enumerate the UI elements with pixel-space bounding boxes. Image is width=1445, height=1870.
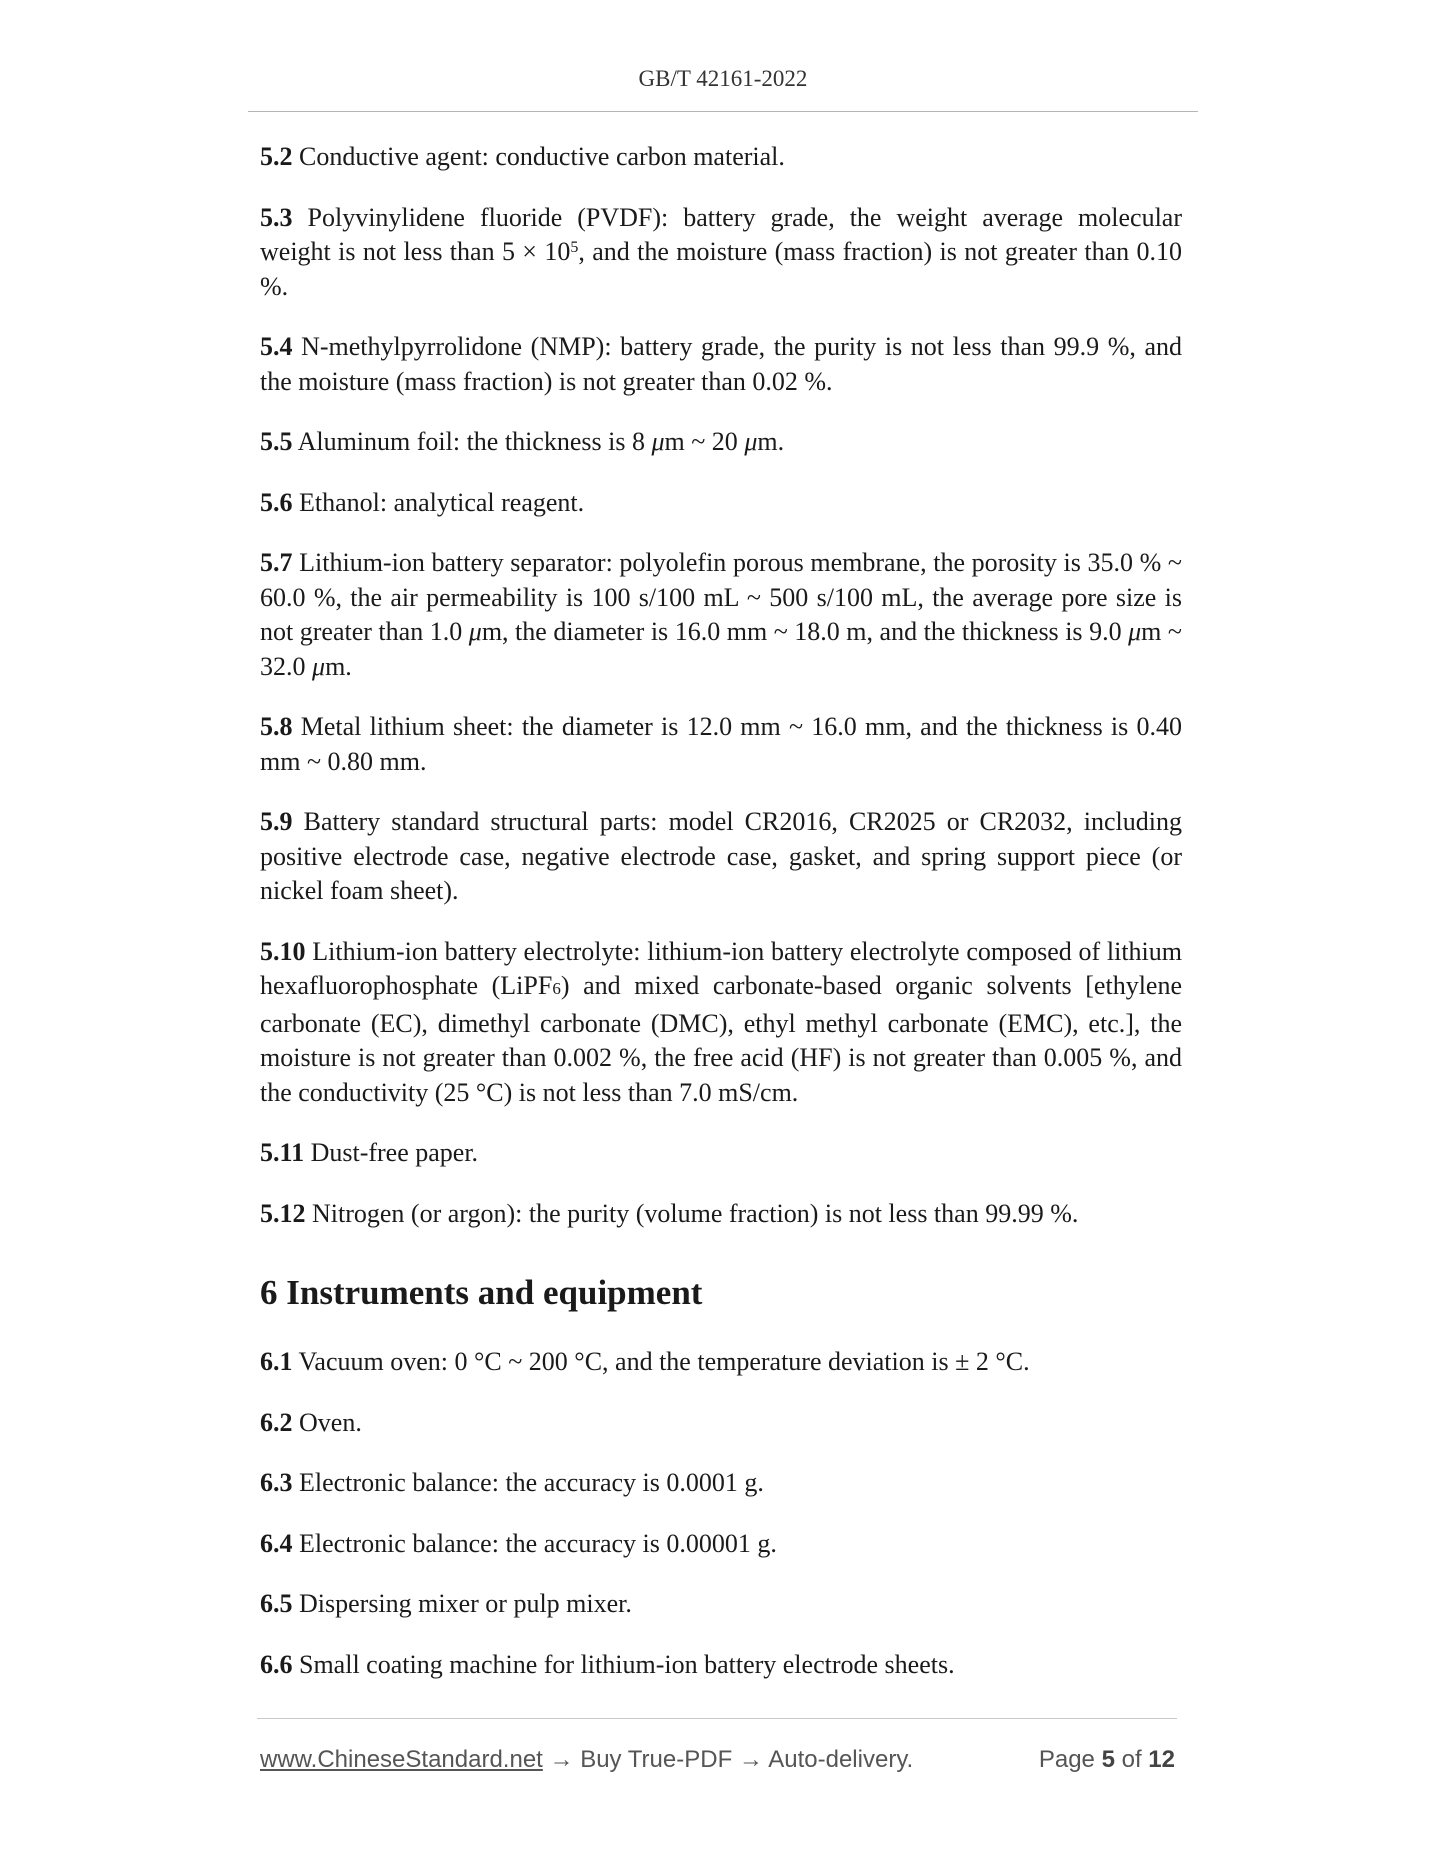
clause-text: Small coating machine for lithium-ion battery electrode sheets. (299, 1649, 955, 1679)
clause-text: Electronic balance: the accuracy is 0.0001 g. (299, 1468, 764, 1497)
clause-text: Oven. (299, 1407, 362, 1437)
clause-text: Conductive agent: conductive carbon material. (299, 142, 785, 171)
clause-number: 5.11 (260, 1138, 305, 1167)
mu-symbol: μ (744, 427, 758, 456)
clause-text: m ~ 20 (664, 427, 745, 456)
clause-5-3 (260, 201, 1182, 305)
page-total: 12 (1148, 1746, 1175, 1773)
clause-text: m, the diameter is 16.0 mm ~ 18.0 m, and the thickness is 9.0 (481, 617, 1129, 646)
clause-text: , and the moisture (mass fraction) is not greater than 0.10 %. (260, 237, 1182, 301)
clause-5-12 (260, 1197, 1182, 1232)
mu-symbol: μ (651, 427, 665, 456)
clause-5-7 (260, 546, 1182, 684)
clause-text: Lithium-ion battery separator: polyolefin porous membrane, the porosity is 35.0 % ~ 60.0 %, the air permeability is 100 s/100 mL ~ 500 s/100 mL, the average pore size is not greater than 1.0 (260, 548, 1183, 646)
clause-text: Dispersing mixer or pulp mixer. (299, 1589, 632, 1618)
clause-text: N-methylpyrrolidone (NMP): battery grade, the purity is not less than 99.9 %, and the moisture (mass fraction) is not greater than 0.02 %. (260, 332, 1182, 396)
clause-text: Aluminum foil: the thickness is 8 (297, 427, 652, 456)
arrow-icon: → (549, 1746, 574, 1773)
exponent: 5 (570, 239, 579, 256)
clause-6-2 (260, 1406, 1182, 1441)
clause-number: 6.5 (260, 1589, 293, 1618)
header-divider (248, 111, 1198, 112)
clause-number: 5.12 (260, 1198, 306, 1228)
page-label: Page (1038, 1746, 1095, 1773)
clause-number: 5.5 (260, 427, 293, 456)
of-label: of (1121, 1746, 1142, 1773)
clause-text: Polyvinylidene fluoride (PVDF): battery grade, the weight average molecular weight is not less than 5 × 10 (260, 202, 1182, 266)
footer-divider (257, 1718, 1177, 1719)
clause-6-6 (260, 1648, 1182, 1683)
clause-number: 6.3 (260, 1468, 293, 1497)
clause-number: 5.3 (260, 202, 293, 232)
mu-symbol: μ (312, 651, 326, 681)
page-footer (260, 1746, 1175, 1774)
clause-number: 6.1 (260, 1347, 293, 1376)
clause-5-4 (260, 330, 1182, 399)
clause-6-3 (260, 1466, 1182, 1501)
arrow-icon: → (738, 1746, 763, 1773)
clause-text: m. (325, 651, 352, 681)
clause-6-1 (260, 1345, 1182, 1380)
clause-5-6 (260, 486, 1182, 521)
clause-number: 5.7 (260, 548, 293, 577)
subscript: 6 (552, 979, 561, 998)
clause-number: 5.6 (260, 487, 293, 517)
clause-text: Nitrogen (or argon): the purity (volume fraction) is not less than 99.99 %. (312, 1198, 1079, 1228)
clause-number: 5.8 (260, 712, 293, 741)
clause-5-5 (260, 425, 1182, 460)
mu-symbol: μ (468, 617, 482, 646)
page-header: GB/T 42161-2022 (638, 66, 808, 91)
clause-number: 5.4 (260, 332, 293, 361)
clause-5-8 (260, 710, 1182, 779)
clause-text: Battery standard structural parts: model CR2016, CR2025 or CR2032, including positive electrode case, negative electrode case, gasket, and spring support piece (or nickel foam sheet). (260, 807, 1183, 905)
section-heading: 6 Instruments and equipment (260, 1273, 703, 1312)
clause-number: 6.6 (260, 1649, 293, 1679)
clause-text: m ~ 32.0 (260, 617, 1182, 681)
clause-text: ) and mixed carbonate-based organic solvents [ethylene carbonate (EC), dimethyl carbonate (DMC), ethyl methyl carbonate (EMC), etc.], the moisture is not greater than 0.002 %, the free acid (HF) is not greater than 0.005 %, and the conductivity (25 °C) is not less than 7.0 mS/cm. (260, 971, 1182, 1107)
clause-number: 6.2 (260, 1407, 293, 1437)
clause-6-5 (260, 1587, 1182, 1622)
clause-number: 5.10 (260, 936, 306, 966)
clause-5-2 (260, 140, 1182, 175)
buy-pdf-text: Buy True-PDF (580, 1746, 733, 1773)
document-body (260, 140, 1182, 1708)
clause-text: m. (757, 427, 785, 456)
website-link[interactable]: www.ChineseStandard.net (260, 1746, 543, 1773)
clause-5-9 (260, 805, 1182, 909)
clause-text: Electronic balance: the accuracy is 0.00001 g. (299, 1528, 777, 1558)
clause-text: Vacuum oven: 0 °C ~ 200 °C, and the temperature deviation is ± 2 °C. (298, 1347, 1030, 1376)
clause-text: Dust-free paper. (310, 1138, 479, 1167)
page-number: 5 (1101, 1746, 1115, 1773)
clause-6-4 (260, 1527, 1182, 1562)
delivery-text: Auto-delivery. (768, 1746, 914, 1773)
mu-symbol: μ (1128, 617, 1142, 646)
clause-text: Lithium-ion battery electrolyte: lithium-ion battery electrolyte composed of lithium hexafluorophosphate (LiPF (260, 936, 1182, 1000)
page-indicator (1039, 1746, 1175, 1774)
clause-number: 6.4 (260, 1528, 293, 1558)
clause-number: 5.9 (260, 807, 293, 836)
clause-text: Metal lithium sheet: the diameter is 12.0 mm ~ 16.0 mm, and the thickness is 0.40 mm ~ 0.80 mm. (260, 712, 1182, 776)
clause-number: 5.2 (260, 142, 293, 171)
clause-text: Ethanol: analytical reagent. (299, 487, 585, 517)
clause-5-10 (260, 935, 1182, 1111)
clause-5-11 (260, 1136, 1182, 1171)
